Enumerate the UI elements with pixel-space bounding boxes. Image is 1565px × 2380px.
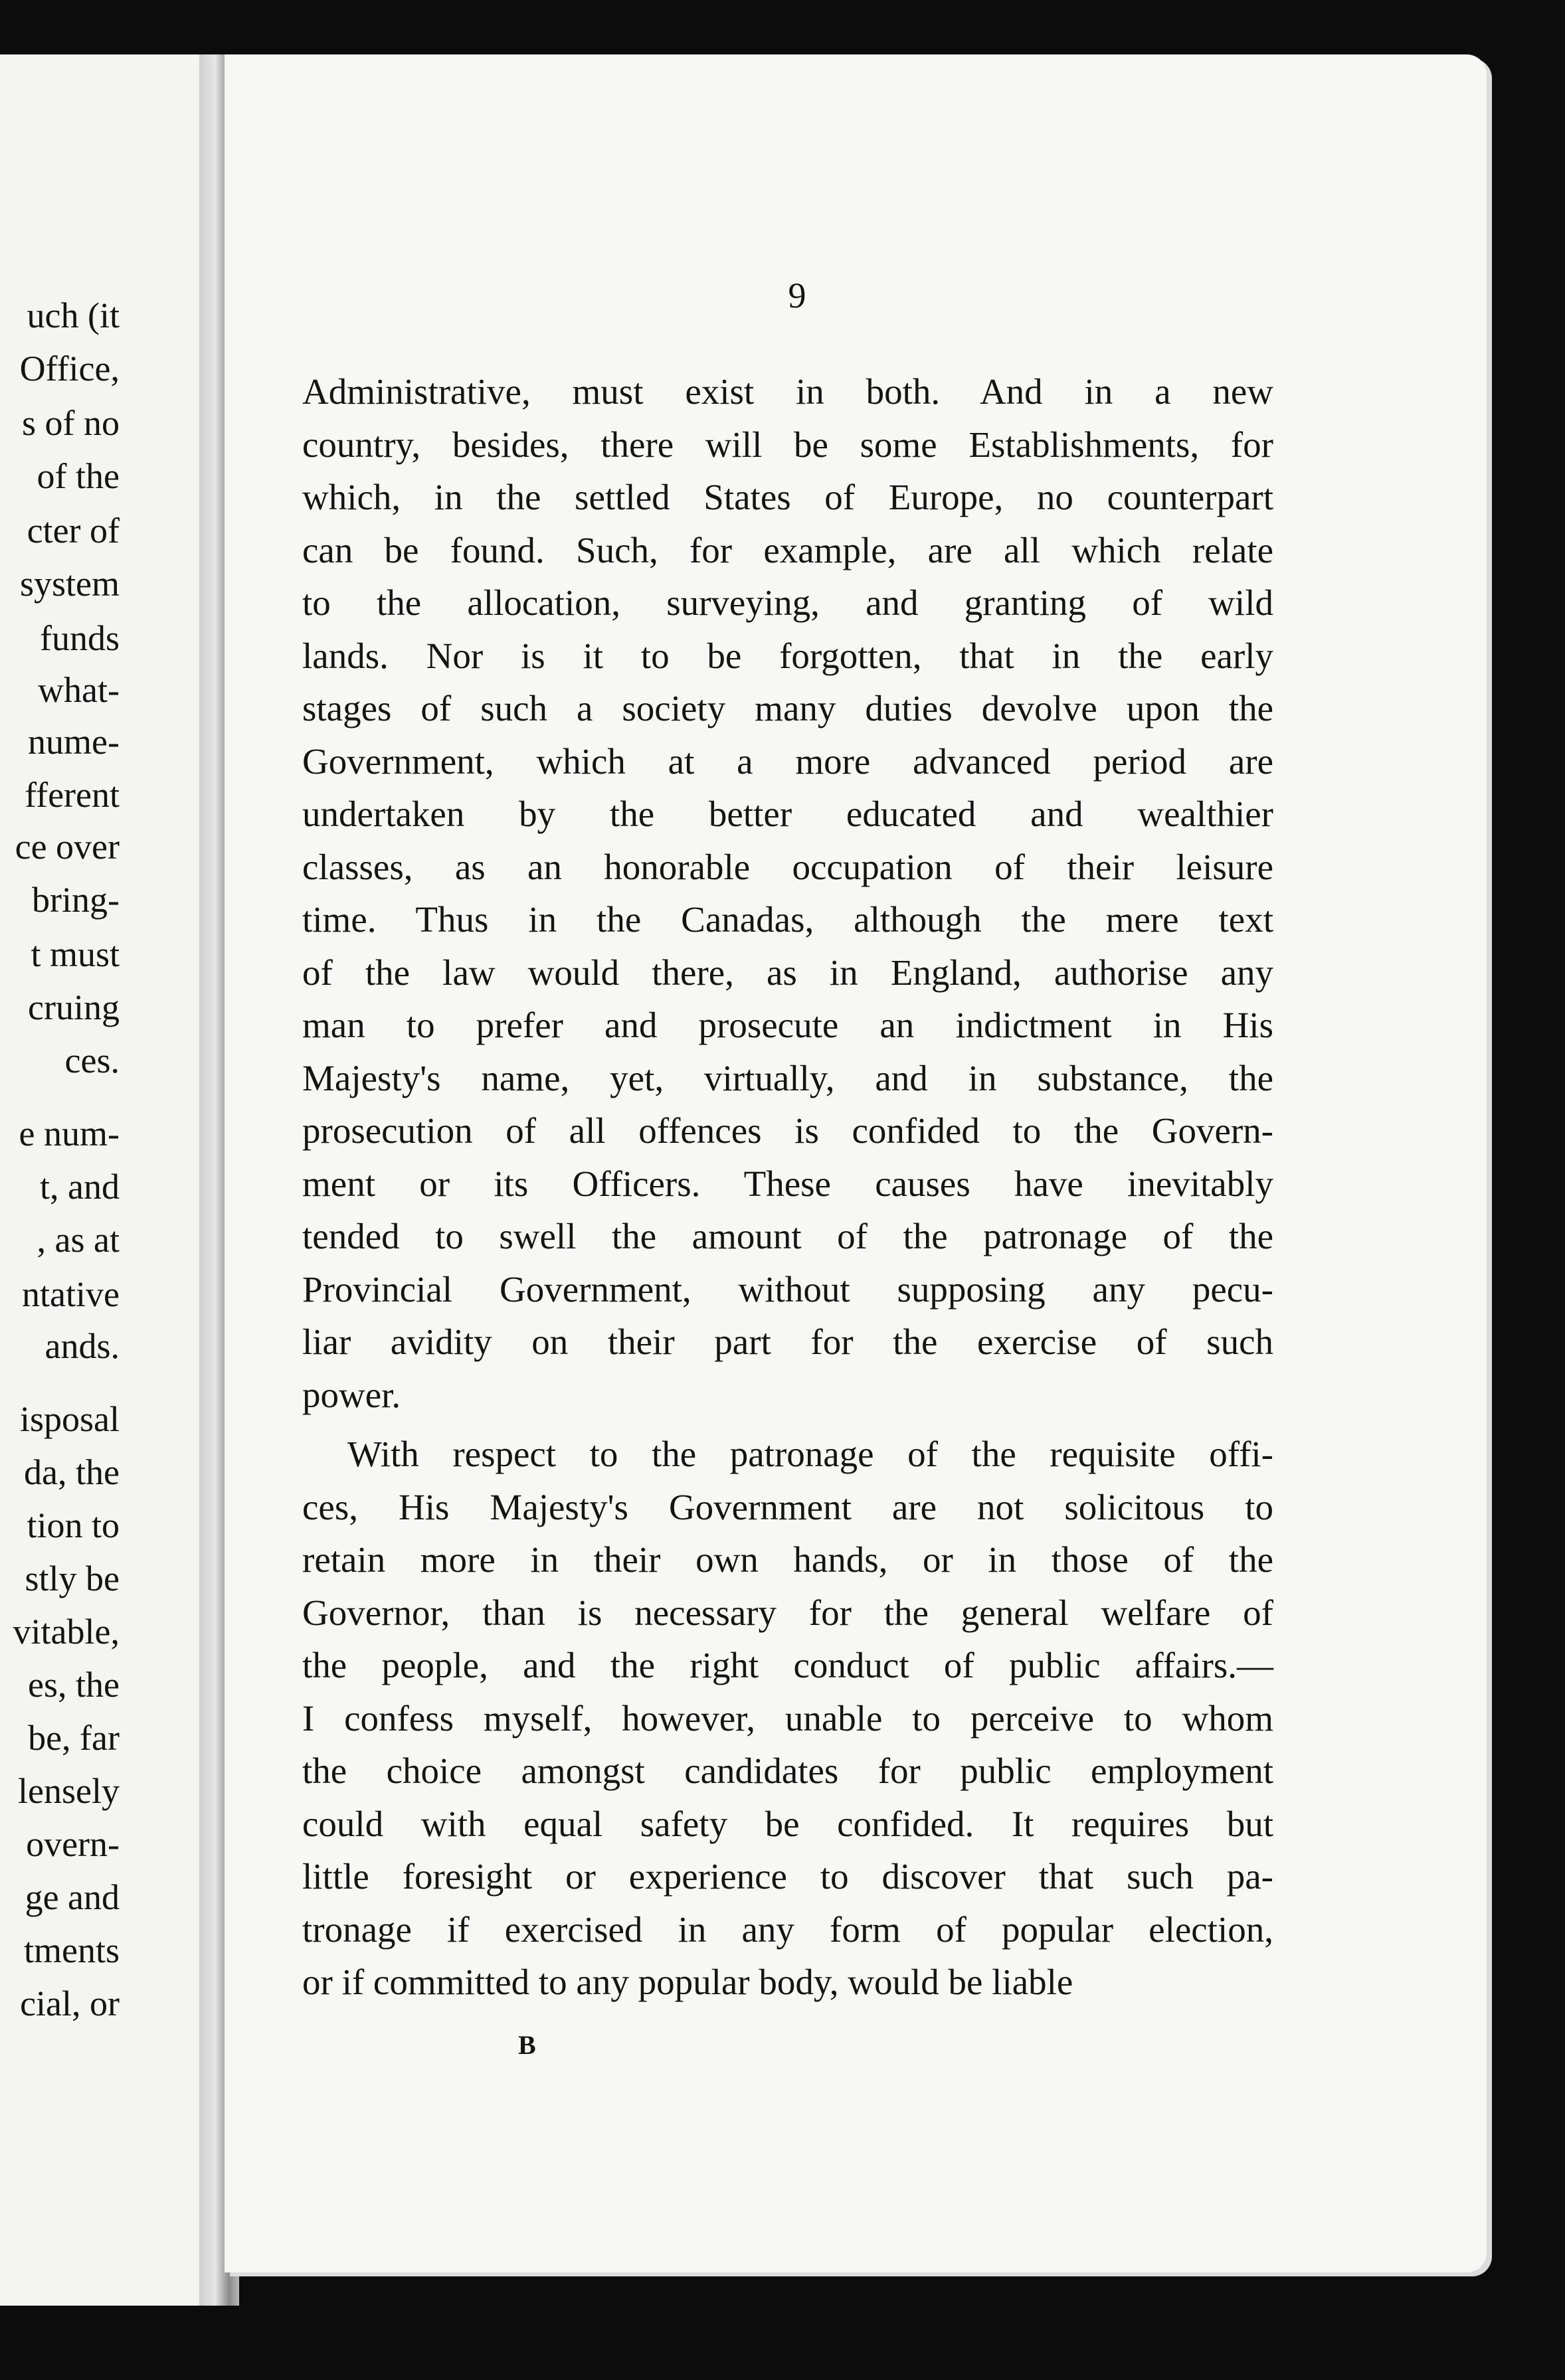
text-line: tronage if exercised in any form of popular election, (302, 1909, 1273, 1950)
text-line: prosecution of all offences is confided to the Govern- (302, 1110, 1273, 1151)
left-page-fragment-line: Office, (19, 349, 120, 388)
left-page-fragment-line: lensely (18, 1771, 120, 1811)
text-line: country, besides, there will be some Establishments, for (302, 424, 1273, 465)
left-page-fragment-line: , as at (37, 1220, 120, 1260)
left-page-fragment-line: cial, or (20, 1984, 120, 2023)
page-number: 9 (788, 276, 806, 315)
text-line: stages of such a society many duties devolve upon the (302, 688, 1273, 728)
left-page-fragment-line: bring- (32, 880, 120, 920)
text-line: Administrative, must exist in both. And in a new (302, 371, 1273, 412)
text-line: ces, His Majesty's Government are not solicitous to (302, 1486, 1273, 1527)
left-page-fragment-line: da, the (24, 1452, 120, 1492)
text-line: liar avidity on their part for the exercise of such (302, 1321, 1273, 1362)
text-line: ment or its Officers. These causes have inevitably (302, 1163, 1273, 1204)
left-page-fragment-line: be, far (28, 1718, 120, 1758)
text-line: could with equal safety be confided. It requires but (302, 1803, 1273, 1844)
text-line: Majesty's name, yet, virtually, and in substance, the (302, 1057, 1273, 1098)
left-page-fragment-line: isposal (19, 1399, 120, 1439)
left-page-fragment-line: cter of (27, 511, 120, 551)
signature-mark: B (518, 2030, 536, 2060)
left-page-fragment-line: ces. (64, 1041, 120, 1080)
body-text (302, 365, 1273, 2009)
text-line: lands. Nor is it to be forgotten, that in the early (302, 635, 1273, 676)
left-page-fragment-line: ntative (22, 1274, 120, 1314)
left-page-fragment-line: ge and (25, 1877, 120, 1917)
left-page-fragment-line: t, and (40, 1167, 120, 1207)
text-line: classes, as an honorable occupation of their leisure (302, 846, 1273, 887)
left-page-fragment-line: e num- (19, 1114, 120, 1153)
left-page-fragment-line: tments (24, 1930, 120, 1970)
left-page-fragment-line: overn- (26, 1824, 120, 1864)
text-line: tended to swell the amount of the patronage of the (302, 1216, 1273, 1256)
text-line: the choice amongst candidates for public employment (302, 1750, 1273, 1791)
left-page-fragment-line: of the (37, 456, 120, 496)
text-line: With respect to the patronage of the requisite offi- (347, 1434, 1273, 1474)
left-page-fragment-line: system (19, 564, 120, 604)
left-page-fragment-line: stly be (25, 1559, 120, 1598)
text-line: Provincial Government, without supposing any pecu- (302, 1268, 1273, 1310)
text-line: retain more in their own hands, or in those of the (302, 1539, 1273, 1580)
text-line: power. (302, 1374, 401, 1415)
left-page-fragment-line: nume- (28, 722, 120, 762)
paragraph-1 (302, 365, 1273, 1421)
text-line: of the law would there, as in England, authorise any (302, 952, 1273, 993)
left-page-fragment-line: cruing (28, 987, 120, 1027)
text-line: can be found. Such, for example, are all which relate (302, 529, 1273, 570)
text-line: Governor, than is necessary for the general welfare of (302, 1592, 1273, 1633)
left-page-fragment-line: s of no (22, 403, 120, 443)
text-line: time. Thus in the Canadas, although the mere text (302, 899, 1273, 940)
left-page-fragment-line: ce over (15, 827, 120, 867)
left-page-fragment-line: what- (38, 670, 120, 710)
left-page-fragment-line: fferent (25, 775, 120, 815)
text-line: I confess myself, however, unable to perceive to whom (302, 1697, 1273, 1739)
facing-page-fragment (0, 54, 199, 2306)
text-line: or if committed to any popular body, would be liable (302, 1962, 1073, 2002)
text-line: undertaken by the better educated and wealthier (302, 794, 1273, 834)
left-page-fragment-line: vitable, (13, 1612, 120, 1652)
left-page-fragment-line: tion to (27, 1505, 120, 1545)
left-page-fragment-line: es, the (28, 1665, 120, 1705)
text-line: to the allocation, surveying, and granting of wild (302, 582, 1273, 623)
text-line: Government, which at a more advanced period are (302, 740, 1273, 782)
left-page-fragment-line: ands. (45, 1326, 120, 1366)
left-page-fragment-line: t must (31, 934, 120, 974)
text-line: which, in the settled States of Europe, no counterpart (302, 477, 1273, 517)
text-line: man to prefer and prosecute an indictment in His (302, 1005, 1273, 1045)
left-page-fragment-line: funds (40, 618, 120, 658)
left-page-fragment-line: uch (it (27, 296, 120, 335)
text-line: little foresight or experience to discover that such pa- (302, 1856, 1273, 1897)
text-line: the people, and the right conduct of public affairs.— (302, 1645, 1273, 1685)
paragraph-2 (302, 1428, 1273, 2009)
